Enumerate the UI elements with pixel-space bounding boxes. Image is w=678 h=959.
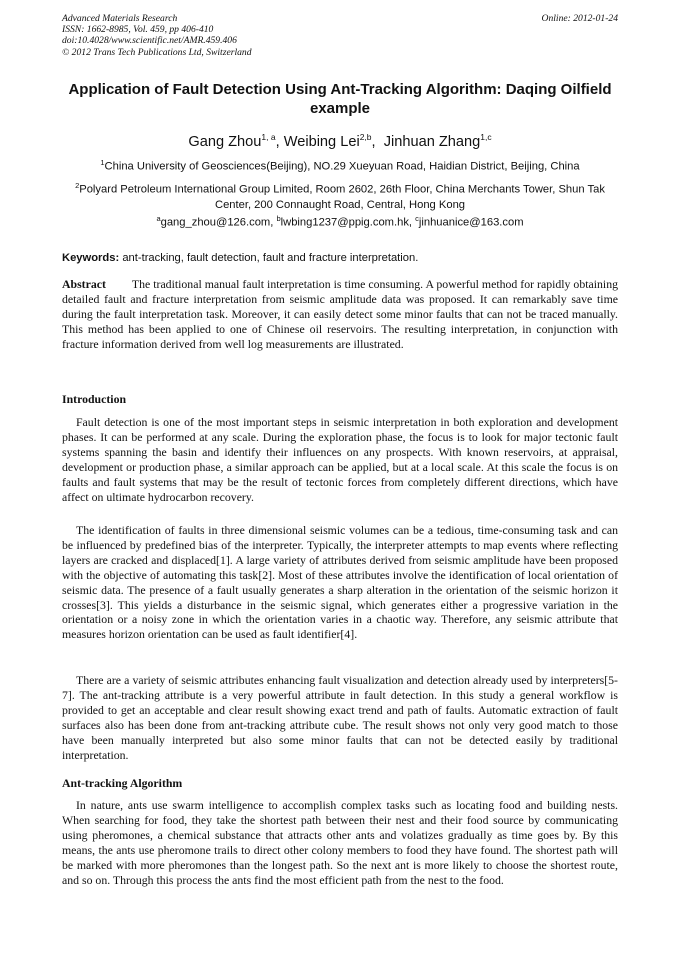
journal-name: Advanced Materials Research (62, 13, 178, 24)
email[interactable]: gang_zhou@126.com (160, 216, 271, 229)
abstract-text: The traditional manual fault interpretation is time consuming. A powerful method for rapidly obtaining detailed fault and fracture interpretation from seismic amplitude data was proposed. It can remarkably save time during the fault interpretation task. Moreover, it can easily detect some minor faults that can not be traced manually. This method has been applied to one of Chinese oil reservoirs. The resulting interpretation, in conjunction with fracture information derived from well log measurements are illustrated. (62, 277, 618, 351)
email[interactable]: jinhuanice@163.com (418, 216, 524, 229)
copyright-line: © 2012 Trans Tech Publications Ltd, Switzerland (62, 46, 252, 58)
affiliation-1 (62, 155, 618, 175)
issn-line: ISSN: 1662-8985, Vol. 459, pp 406-410 (62, 24, 214, 36)
affiliation-sup: 2 (75, 181, 80, 190)
author-name: Weibing Lei (283, 133, 360, 150)
section-heading-introduction: Introduction (62, 392, 127, 406)
keywords-label: Keywords: (62, 252, 120, 264)
keywords-text: ant-tracking, fault detection, fault and fracture interpretation. (122, 252, 419, 264)
affiliation-text: Polyard Petroleum International Group Limited, Room 2602, 26th Floor, China Merchants Tower, Shun Tak Center, 200 Connaught Road, Central, Hong Kong (79, 183, 605, 211)
author-sup: 2,b (359, 132, 372, 142)
intro-paragraph: The identification of faults in three dimensional seismic volumes can be a tedious, time-consuming task and can be influenced by predefined bias of the interpreter. Typically, the interpreter attempts to map events where reflecting layers are cracked and displaced[1]. A large variety of attributes derived from seismic amplitude have been proposed with the objective of automating this task[2]. Most of these attributes involve the identification of local orientation of seismic data. The presence of a fault usually generates a sharp alteration in the orientation of the seismic horizon it crosses[3]. This yields a disturbance in the seismic signal, which generates either a progressive variation in the orientation or a noisy zone in which the orientation varies in a chaotic way. Therefore, any seismic attribute that measures horizon orientation can be used as fault identifier[4]. (62, 523, 618, 642)
author-name: Jinhuan Zhang (383, 133, 481, 150)
email-sup: b (276, 214, 281, 223)
author-list: Gang Zhou$^{1, a}$, Weibing Lei$^{2,b}$, Jinhuan Zhang$^{1,c}$ (188, 132, 492, 150)
paper-title: Application of Fault Detection Using Ant-Tracking Algorithm: Daqing Oilfield example (68, 81, 612, 117)
affiliation-sup: 1 (100, 158, 105, 167)
email[interactable]: lwbing1237@ppig.com.hk (280, 216, 409, 229)
author-sup: 1, a (261, 132, 276, 142)
email-sup: a (156, 214, 161, 223)
email-line: $^a$gang_zhou@126.com, $^b$lwbing1237@ppig.com.hk, $^c$jinhuanice@163.com (156, 214, 524, 229)
journal-header (62, 13, 618, 58)
affiliation-text: China University of Geosciences(Beijing), NO.29 Xueyuan Road, Haidian District, Beijing, China (104, 160, 580, 173)
section-heading-ant-tracking: Ant-tracking Algorithm (62, 776, 183, 790)
affiliation-2 (72, 178, 608, 213)
intro-paragraph: There are a variety of seismic attributes enhancing fault visualization and detection already used by interpreters[5-7]. The ant-tracking attribute is a very powerful attribute in fault detection. In this study a general workflow is provided to get an acceptable and clear result showing exact trend and path of faults. Automatic extraction of fault surfaces also has been done from ant-tracking attribute cube. The result shows not only very good match to those have been manually interpreted but also some minor faults that can not be detected easily by traditional interpretation. (62, 673, 618, 762)
email-sup: c (415, 214, 419, 223)
doi-line: doi:10.4028/www.scientific.net/AMR.459.406 (62, 35, 237, 47)
abstract (62, 277, 618, 352)
ant-tracking-paragraph: In nature, ants use swarm intelligence to accomplish complex tasks such as locating food and building nests. When searching for food, they take the shortest path between their nest and their food source by communicating using pheromones, a chemical substance that attracts other ants and volatizes gradually as time goes by. By this means, the ants use pheromone trails to direct other colony members to food they have found. The shortest path will be marked with more pheromones than the longest path. So the next ant is more likely to choose the shortest route, and so on. Through this process the ants find the most efficient path from the nest to the food. (62, 798, 618, 887)
online-date: Online: 2012-01-24 (541, 13, 618, 24)
keywords (62, 251, 618, 265)
author-name: Gang Zhou (188, 133, 262, 150)
abstract-label: Abstract (62, 277, 106, 291)
intro-paragraph: Fault detection is one of the most important steps in seismic interpretation in both exploration and development phases. It can be performed at any scale. During the exploration phase, the focus is to look for major tectonic fault systems spanning the basin and identify their influences on any prospects. With known reservoirs, at appraisal, development or production phase, a similar approach can be applied, but at a local scale. At this scale the focus is on faults and fault systems that may be the result of tectonic forces from completely different directions, which have affect on ultimate hydrocarbon recovery. (62, 415, 618, 504)
author-sup: 1,c (480, 132, 492, 142)
